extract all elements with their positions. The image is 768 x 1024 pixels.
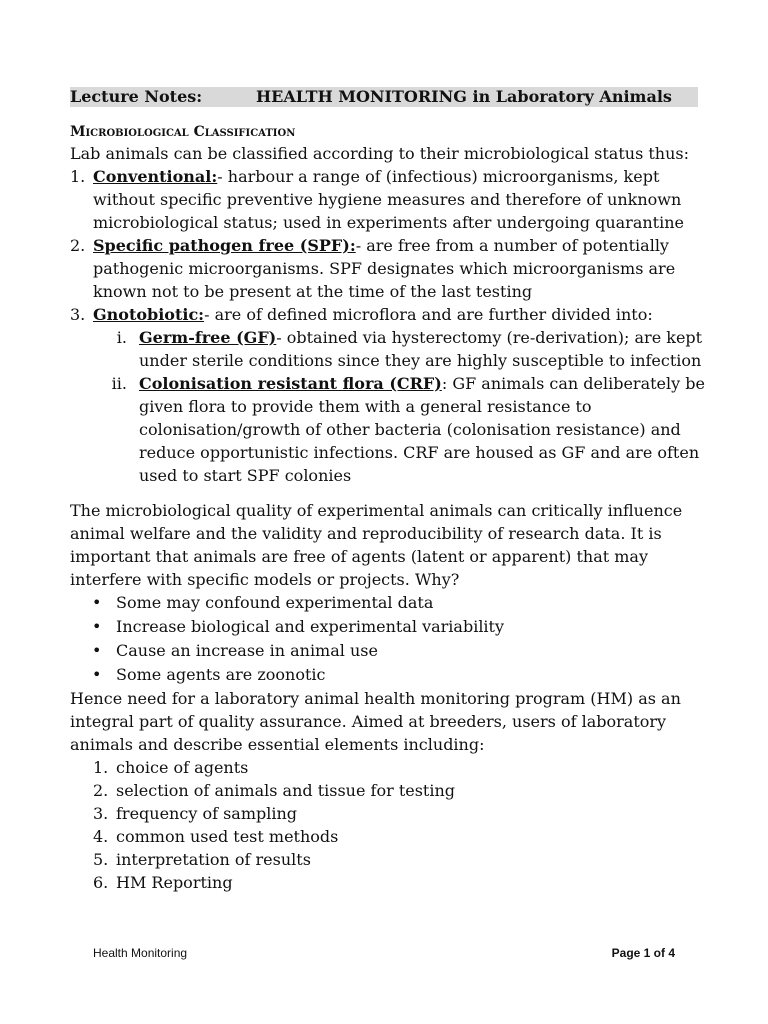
definition-crf: : GF animals can deliberately be given flora to provide them with a general resistance to colonisation/growth of other bacteria (colonisation resistance) and reduce opportunistic infections. CRF are housed as GF and are often used to start SPF colonies (139, 374, 705, 485)
list-number: 4. (93, 827, 109, 846)
reasons-list (70, 591, 710, 687)
definition-spf: - are free from a number of potentially pathogenic microorganisms. SPF designates which microorganisms are known not to be present at the time of the last testing (93, 236, 676, 301)
gnotobiotic-sublist (93, 326, 710, 487)
bullet-text: Cause an increase in animal use (116, 641, 378, 660)
classification-intro: Lab animals can be classified according to their microbiological status thus: (70, 144, 690, 163)
element-text: selection of animals and tissue for testing (116, 781, 456, 800)
bullet-text: Some agents are zoonotic (116, 665, 326, 684)
list-item (70, 639, 710, 663)
list-number: 2. (93, 781, 109, 800)
list-number: 6. (93, 873, 109, 892)
list-item (70, 825, 710, 848)
definition-germ-free: - obtained via hysterectomy (re-derivation); are kept under sterile conditions since they are highly susceptible to infection (139, 328, 703, 370)
definition-conventional: - harbour a range of (infectious) microorganisms, kept without specific preventive hygiene measures and therefore of unknown microbiological status; used in experiments after undergoing quarantine (93, 167, 684, 232)
list-item (70, 802, 710, 825)
list-item (70, 779, 710, 802)
list-number: 3. (70, 305, 86, 324)
section-heading: Microbiological Classification (70, 124, 296, 140)
classification-item-conventional (70, 165, 710, 234)
list-item (70, 756, 710, 779)
list-item (70, 663, 710, 687)
term-crf: Colonisation resistant flora (CRF) (139, 374, 442, 393)
list-item (70, 871, 710, 894)
bullet-text: Increase biological and experimental variability (116, 617, 505, 636)
lecture-title-bar (70, 87, 698, 107)
roman-number: i. (116, 328, 127, 347)
bullet-text: Some may confound experimental data (116, 593, 434, 612)
hm-elements-list (70, 756, 710, 894)
list-number: 5. (93, 850, 109, 869)
list-number: 1. (70, 167, 86, 186)
element-text: interpretation of results (116, 850, 311, 869)
roman-number: ii. (111, 374, 127, 393)
paragraph-gap (70, 487, 710, 499)
main-content (70, 122, 710, 894)
bullet-icon: • (92, 617, 102, 636)
term-germ-free: Germ-free (GF) (139, 328, 277, 347)
list-number: 1. (93, 758, 109, 777)
classification-item-spf (70, 234, 710, 303)
page-number: Page 1 of 4 (611, 946, 675, 960)
element-text: HM Reporting (116, 873, 233, 892)
hm-paragraph: Hence need for a laboratory animal health monitoring program (HM) as an integral part of quality assurance. Aimed at breeders, users of laboratory animals and describe essential elements including: (70, 689, 681, 754)
bullet-icon: • (92, 641, 102, 660)
element-text: common used test methods (116, 827, 339, 846)
footer-title: Health Monitoring (93, 946, 188, 960)
list-item (70, 615, 710, 639)
list-item (70, 591, 710, 615)
term-spf: Specific pathogen free (SPF): (93, 236, 356, 255)
list-item (70, 848, 710, 871)
lecture-title: HEALTH MONITORING in Laboratory Animals (256, 87, 672, 106)
subitem-germ-free (93, 326, 710, 372)
bullet-icon: • (92, 665, 102, 684)
subitem-crf (93, 372, 710, 487)
quality-paragraph: The microbiological quality of experimental animals can critically influence animal welfare and the validity and reproducibility of research data. It is important that animals are free of agents (latent or apparent) that may interfere with specific models or projects. Why? (70, 501, 683, 589)
classification-list (70, 165, 710, 487)
definition-gnotobiotic: - are of defined microflora and are further divided into: (204, 305, 653, 324)
element-text: choice of agents (116, 758, 249, 777)
element-text: frequency of sampling (116, 804, 298, 823)
lecture-notes-label: Lecture Notes: (70, 87, 203, 106)
bullet-icon: • (92, 593, 102, 612)
classification-item-gnotobiotic (70, 303, 710, 487)
list-number: 3. (93, 804, 109, 823)
list-number: 2. (70, 236, 86, 255)
term-conventional: Conventional: (93, 167, 218, 186)
term-gnotobiotic: Gnotobiotic: (93, 305, 205, 324)
